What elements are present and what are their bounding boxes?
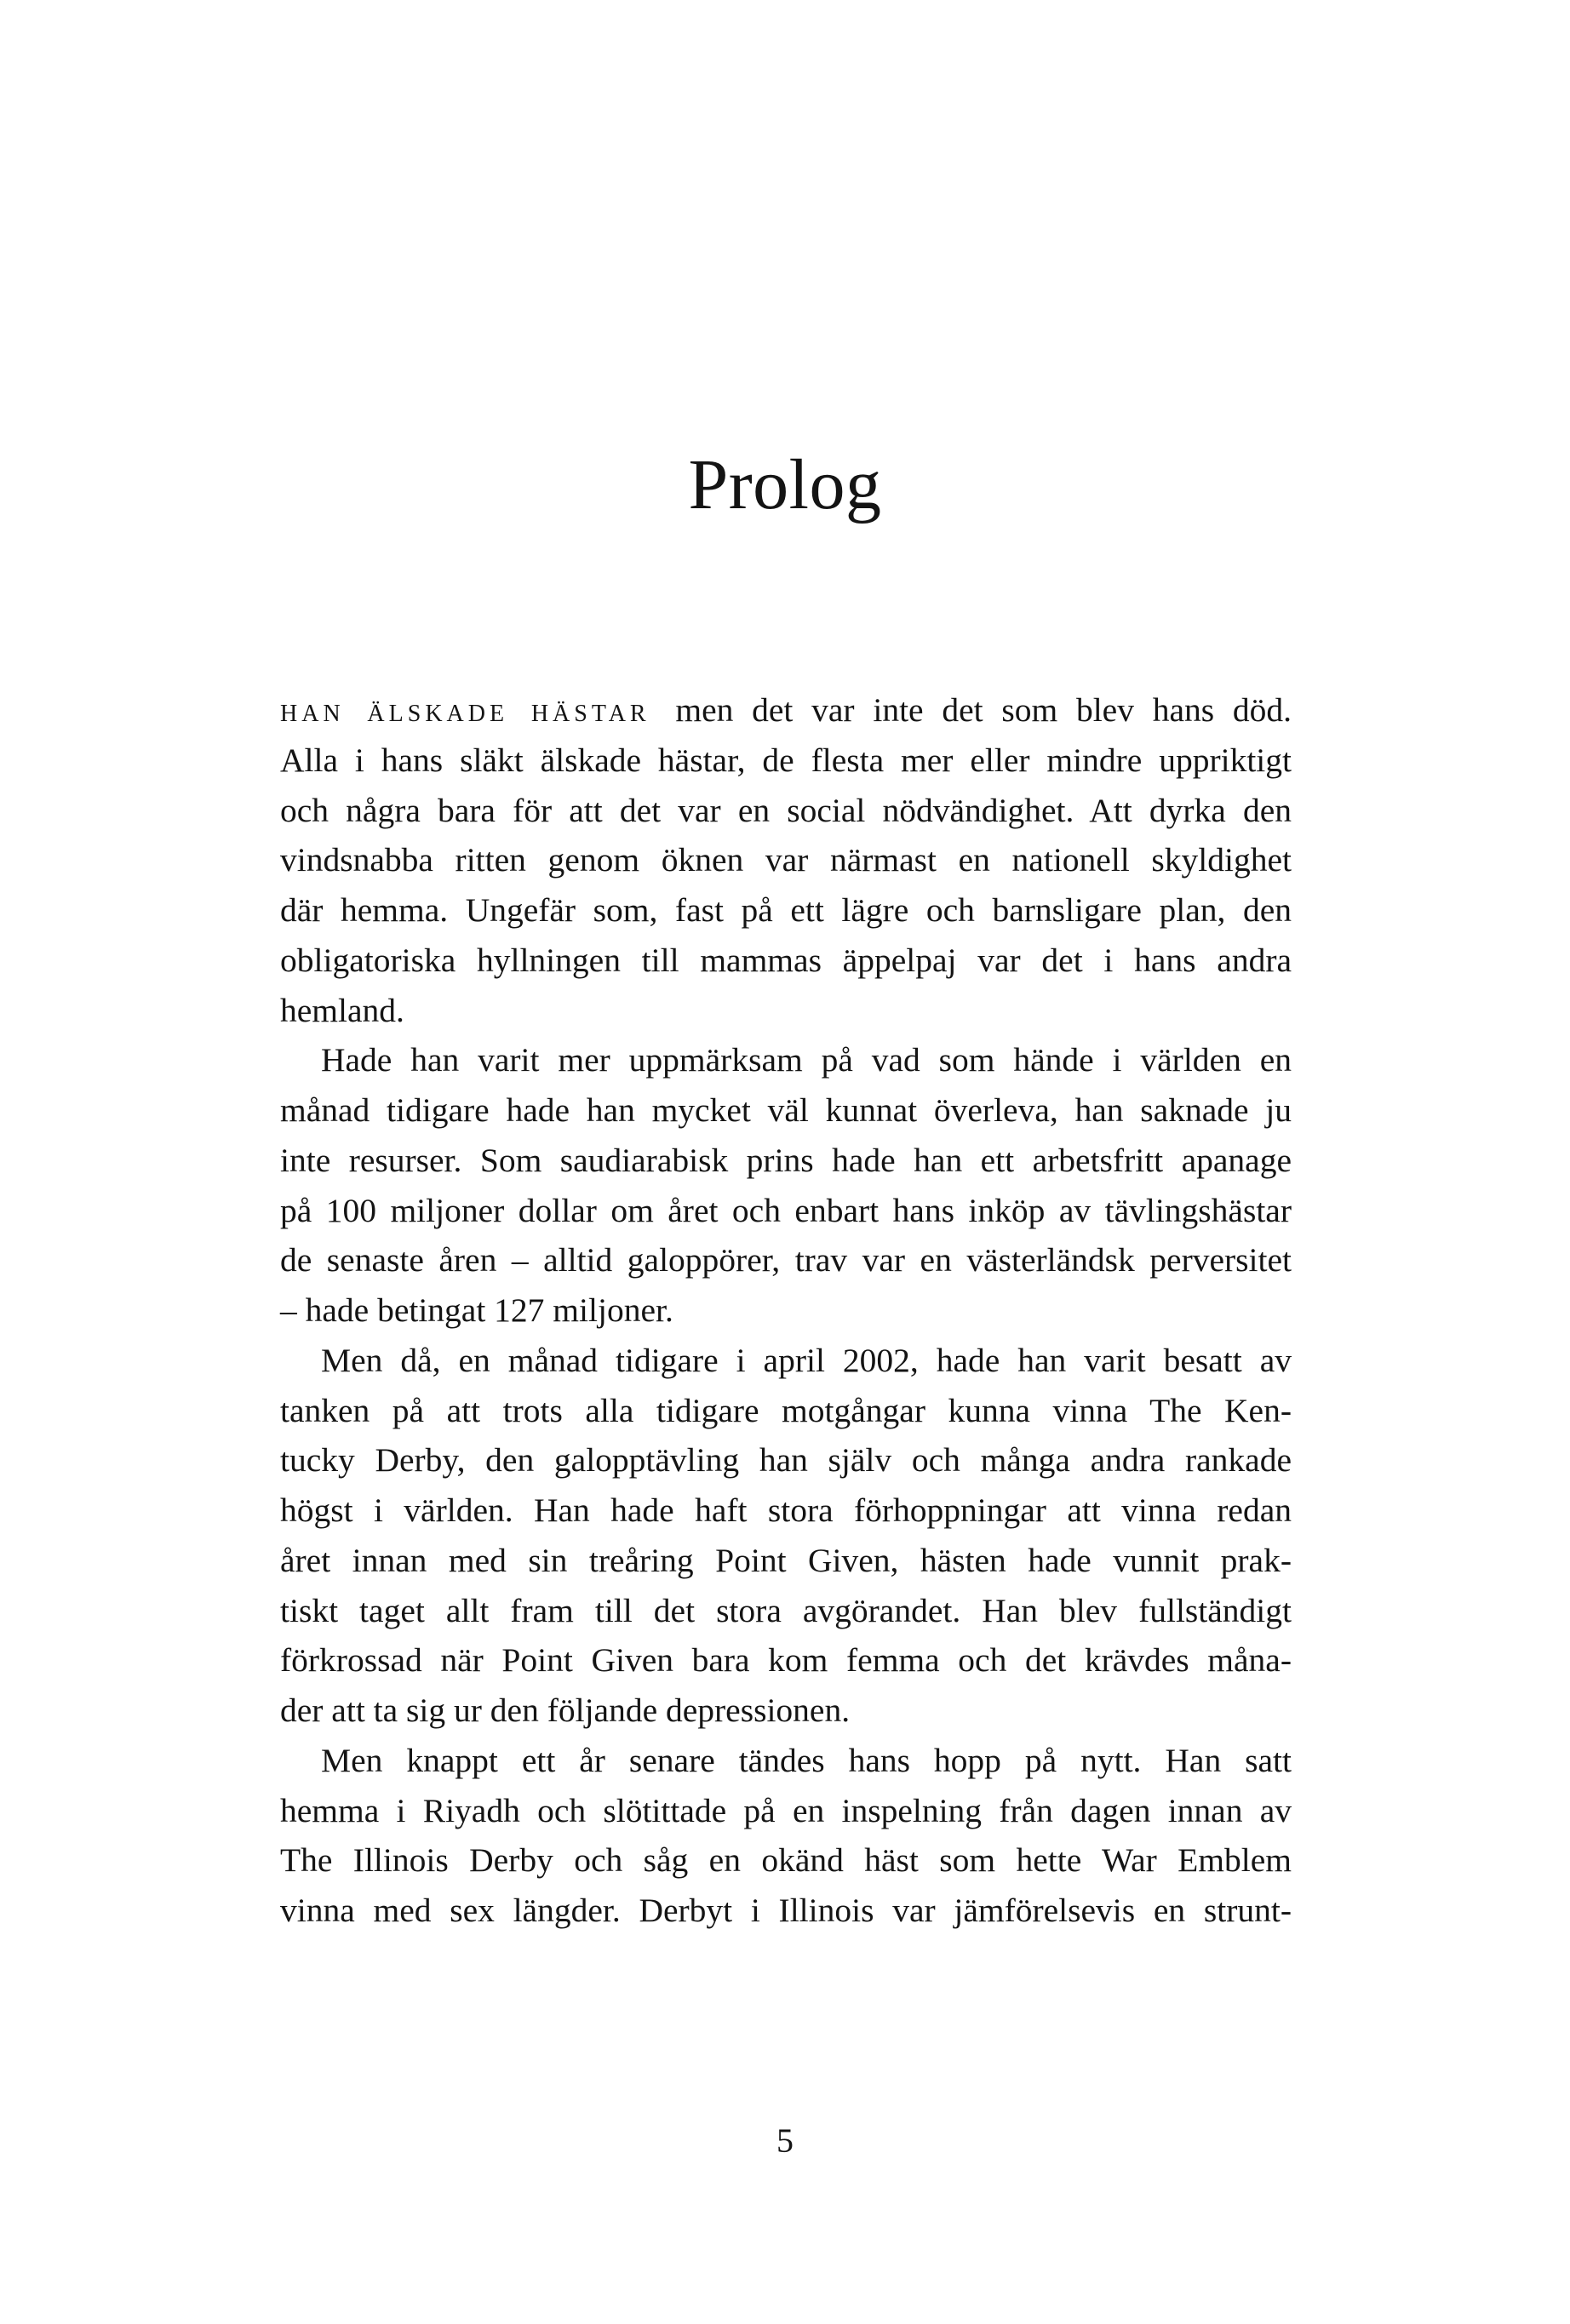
text-line: månad tidigare hade han mycket väl kunnat överleva, han saknade ju	[280, 1091, 1292, 1129]
text-line: The Illinois Derby och såg en okänd häst som hette War Emblem	[280, 1841, 1292, 1880]
first-line-rest: men det var inte det som blev hans död.	[675, 691, 1292, 729]
text-line-paragraph-start: Men knappt ett år senare tändes hans hopp på nytt. Han satt	[321, 1741, 1292, 1779]
text-line-paragraph-start: Hade han varit mer uppmärksam på vad som hände i världen en	[321, 1041, 1292, 1079]
lead-in-smallcaps: han älskade hästar	[280, 691, 650, 729]
text-line: högst i världen. Han hade haft stora förhoppningar att vinna redan	[280, 1491, 1292, 1529]
text-line: hemma i Riyadh och slötittade på en inspelning från dagen innan av	[280, 1791, 1292, 1829]
text-line: de senaste åren – alltid galoppörer, trav var en västerländsk perversitet	[280, 1241, 1292, 1279]
text-line: där hemma. Ungefär som, fast på ett lägre och barnsligare plan, den	[280, 891, 1292, 929]
text-line: och några bara för att det var en social nödvändighet. Att dyrka den	[280, 791, 1292, 829]
text-line: tanken på att trots alla tidigare motgångar kunna vinna The Ken-	[280, 1391, 1292, 1429]
text-line: der att ta sig ur den följande depressionen.	[280, 1691, 851, 1729]
text-line: – hade betingat 127 miljoner.	[280, 1291, 673, 1329]
text-line: Alla i hans släkt älskade hästar, de flesta mer eller mindre uppriktigt	[280, 741, 1292, 779]
text-line: hemland.	[280, 991, 404, 1029]
text-line: tucky Derby, den galopptävling han själv och många andra rankade	[280, 1441, 1292, 1480]
text-line: inte resurser. Som saudiarabisk prins hade han ett arbetsfritt apanage	[280, 1141, 1292, 1179]
text-line: obligatoriska hyllningen till mammas äppelpaj var det i hans andra	[280, 941, 1292, 979]
text-line: på 100 miljoner dollar om året och enbart hans inköp av tävlingshästar	[280, 1191, 1292, 1229]
text-line: förkrossad när Point Given bara kom femma och det krävdes måna-	[280, 1641, 1292, 1680]
text-line: tiskt taget allt fram till det stora avgörandet. Han blev fullständigt	[280, 1591, 1292, 1629]
text-line: vindsnabba ritten genom öknen var närmast en nationell skyldighet	[280, 841, 1292, 879]
body-text	[280, 685, 1292, 1936]
page-number: 5	[776, 2121, 794, 2160]
chapter-title: Prolog	[688, 445, 882, 524]
text-line: vinna med sex längder. Derbyt i Illinois var jämförelsevis en strunt-	[280, 1892, 1292, 1929]
text-line-opening	[280, 685, 1292, 736]
text-line: året innan med sin treåring Point Given, hästen hade vunnit prak-	[280, 1541, 1292, 1579]
text-line-paragraph-start: Men då, en månad tidigare i april 2002, hade han varit besatt av	[321, 1341, 1292, 1379]
